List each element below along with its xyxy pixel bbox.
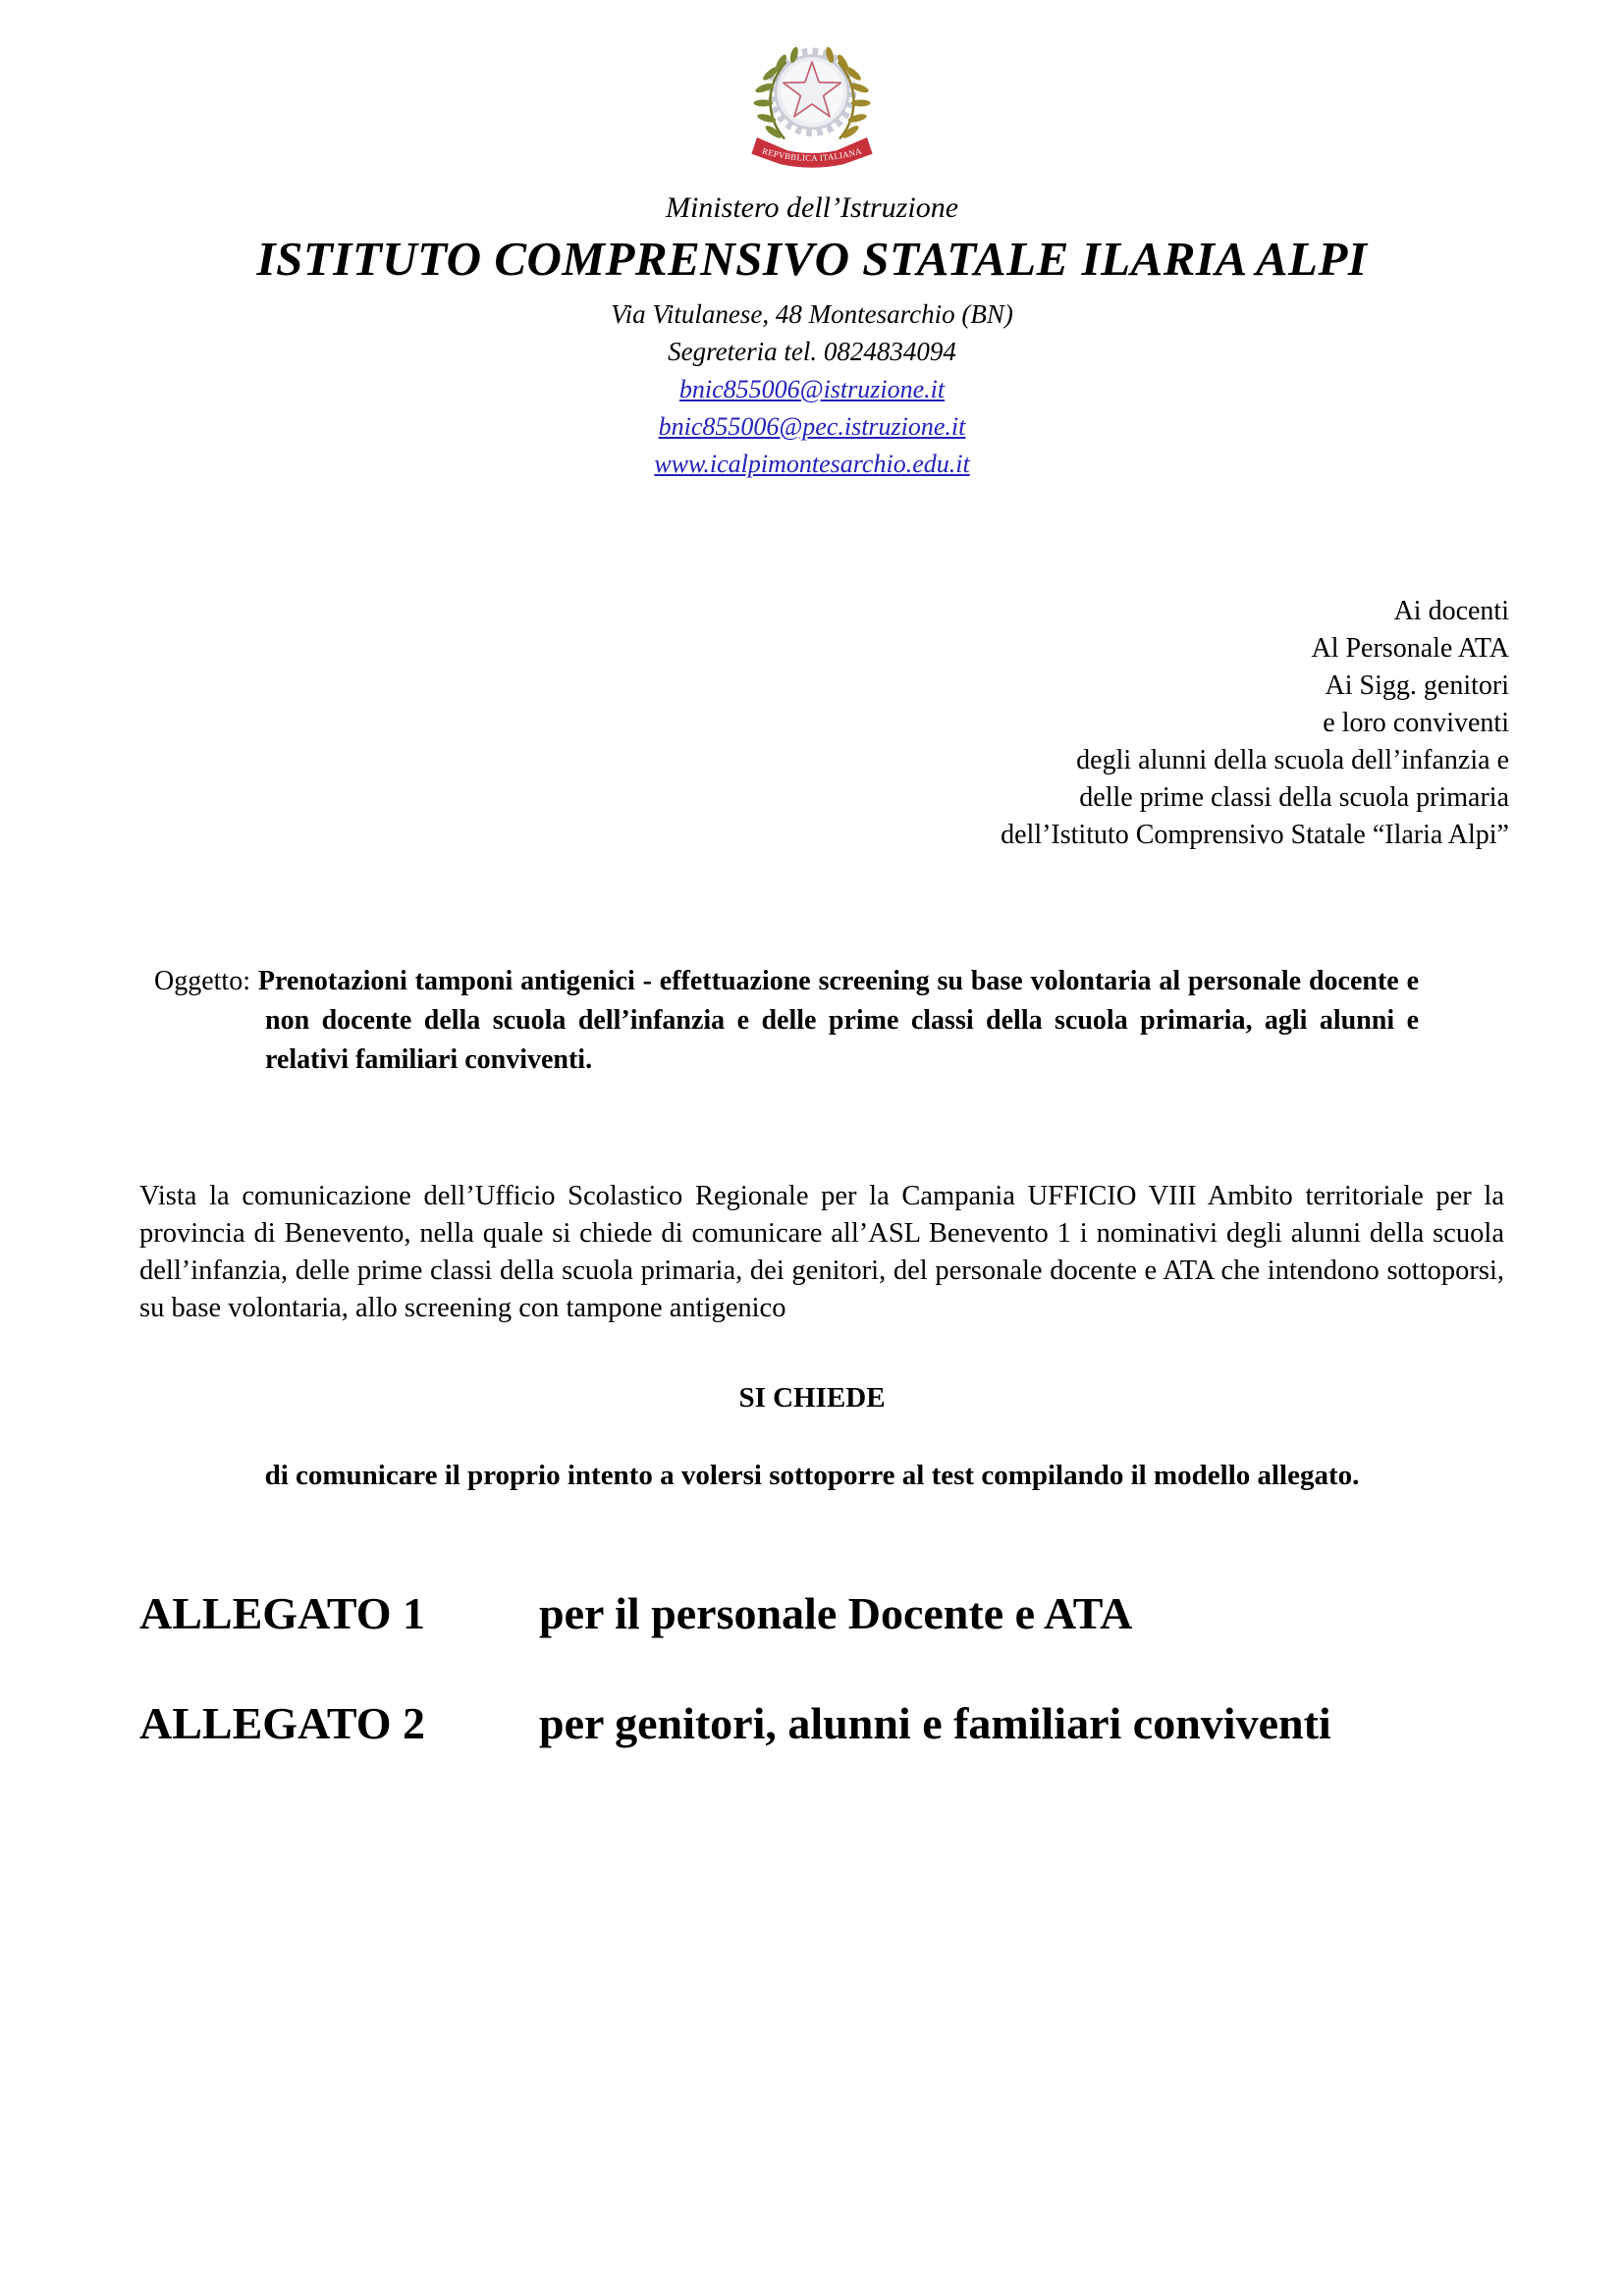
si-chiede-heading: SI CHIEDE <box>738 1382 886 1414</box>
attachments-block <box>139 1588 1565 1748</box>
recipient-line: delle prime classi della scuola primaria <box>1079 782 1509 813</box>
recipient-line: Ai docenti <box>1393 596 1509 626</box>
recipients-block <box>0 593 1509 854</box>
letterhead <box>0 0 1624 479</box>
pec-email-link[interactable]: bnic855006@pec.istruzione.it <box>658 412 966 441</box>
attachment-2-label: ALLEGATO 2 <box>139 1697 425 1748</box>
body-paragraph: Vista la comunicazione dell’Ufficio Scolastico Regionale per la Campania UFFICIO VIII Ambito territoriale per la provincia di Benevento, nella quale si chiede di comunicare all’ASL Benevento 1 i nominativi degli alunni della scuola dell’infanzia, delle prime classi della scuola primaria, dei genitori, del personale docente e ATA che intendono sottoporsi, su base volontaria, allo screening con tampone antigenico <box>139 1181 1504 1323</box>
school-name-title: ISTITUTO COMPRENSIVO STATALE ILARIA ALPI <box>256 232 1368 286</box>
attachment-row-1 <box>139 1588 1565 1639</box>
subject-line <box>154 962 1419 1080</box>
address-line: Via Vitulanese, 48 Montesarchio (BN) <box>611 299 1013 329</box>
recipient-line: e loro conviventi <box>1323 708 1509 738</box>
recipient-line: dell’Istituto Comprensivo Statale “Ilaria Alpi” <box>1001 820 1509 850</box>
recipient-line: Ai Sigg. genitori <box>1325 670 1509 701</box>
ribbon-banner-icon <box>751 137 872 168</box>
email-link[interactable]: bnic855006@istruzione.it <box>678 375 946 403</box>
attachment-1-label: ALLEGATO 1 <box>139 1588 425 1638</box>
request-line: di comunicare il proprio intento a volersi sottoporre al test compilando il modello allegato. <box>264 1460 1360 1491</box>
ribbon-text: REPVBBLICA ITALIANA <box>761 145 863 163</box>
attachment-row-2 <box>139 1698 1565 1749</box>
italy-emblem-icon <box>743 29 881 177</box>
phone-line: Segreteria tel. 0824834094 <box>668 337 956 366</box>
ministry-line: Ministero dell’Istruzione <box>665 191 959 224</box>
recipient-line: Al Personale ATA <box>1311 633 1509 664</box>
subject-label: Oggetto: <box>154 966 250 996</box>
attachment-2-description: per genitori, alunni e familiari conviventi <box>539 1697 1331 1748</box>
recipient-line: degli alunni della scuola dell’infanzia e <box>1076 745 1509 775</box>
website-link[interactable]: www.icalpimontesarchio.edu.it <box>654 450 970 478</box>
subject-text: Prenotazioni tamponi antigenici - effettuazione screening su base volontaria al personale docente e non docente della scuola dell’infanzia e delle prime classi della scuola primaria, agli alunni e relativi familiari conviventi. <box>257 966 1420 1075</box>
attachment-1-description: per il personale Docente e ATA <box>539 1588 1133 1638</box>
